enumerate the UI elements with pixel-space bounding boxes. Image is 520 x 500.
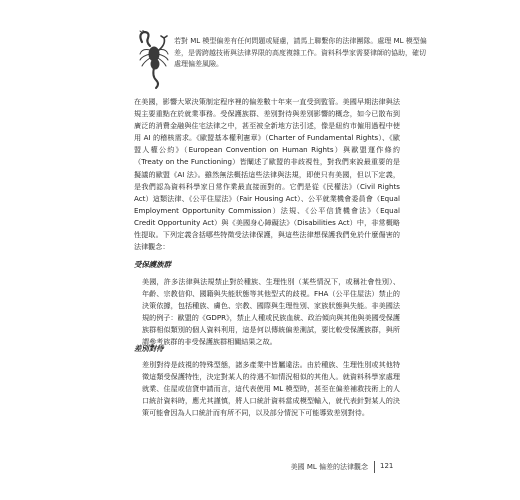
section-heading-disparate-treatment: 差別對待: [134, 344, 164, 353]
body-paragraph-protected-groups: 美國，許多法律與法規禁止對於種族、生理性別（某些情況下，或稱社會性別）、年齡、宗教信仰、國籍與失能狀態等其他型式的歧視。FHA（公平住屋法）禁止的決策依據，包括種族、膚色、宗教、國際與生理性別、家族狀態與失能。非美國法規的例子：歐盟的《GDPR》，禁止人種或民族血統、政治傾向與其他與美國受保護族群相似類別的個人資料利用，這是何以傳統偏差測試，要比較受保護族群，與所謂參考族群的非受保護族群相關結果之故。: [142, 277, 400, 347]
body-paragraph-intro: 在美國，影響大眾決策制定程序裡的偏差數十年來一直受到監管。美國早期法律與法規主要重點在於就業事務。受保護族群、差別對待與差別影響的概念，如今已散布到廣泛的消費金融與住宅法律之中，甚至被全新地方法引述，像是紐約市僱用過程中使用 AI 的稽核需求。《歐盟基本權利憲章》（Charter of Fundamental Rights）、《歐盟人權公約》（European Convention on Human Rights）與歐盟運作條約（Treaty on the Functioning）皆闡述了歐盟的非歧視性，對我們來說最重要的是擬議的歐盟《AI 法》。雖然無法概括這些法律與法規，即使只有美國，但以下定義，是我們認為資料科學家日常作業最直接面對的。它們是從《民權法》（Civil Rights Act）這類法律、《公平住屋法》（Fair Housing Act）、公平就業機會委員會（Equal Employment Opportunity Commission）法規、《公平信貸機會法》（Equal Credit Opportunity Act）與《美國身心障礙法》（Disabilities Act）中，非常概略性提取。下列定義含括哪些特徵受法律保護，與這些法律想保護我們免於什麼傷害的法律觀念：: [134, 97, 400, 252]
footer-divider: [374, 461, 375, 473]
warning-note: 若對 ML 模型偏差有任何問題或疑慮，請馬上聯繫你的法律團隊。處理 ML 模型偏差，是需跨越技術與法律界限的高度複雜工作。資料科學家需要律師的協助，確切處理偏差風險。: [174, 37, 427, 69]
page-number: 121: [380, 462, 394, 470]
running-footer-title: 美國 ML 偏差的法律觀念: [290, 463, 368, 471]
scorpion-icon: [134, 30, 174, 90]
section-heading-protected-groups: 受保護族群: [134, 260, 171, 269]
body-paragraph-disparate-treatment: 差別對待是歧視的特殊型態，諸多產業中皆屬違法。由於種族、生理性別或其他特徵這類受保護特性，決定對某人的待遇不如情況相似的其他人。就資料科學家處理就業、住屋或信貸申請而言，這代表使用 ML 模型時，甚至在偏差補救技術上的人口統計資料時，應尤其謹慎，將人口統計資料當成模型輸入，就代表針對某人的決策可能會因為人口統計而有所不同，以及部分情況下可能導致差別對待。: [142, 360, 400, 418]
